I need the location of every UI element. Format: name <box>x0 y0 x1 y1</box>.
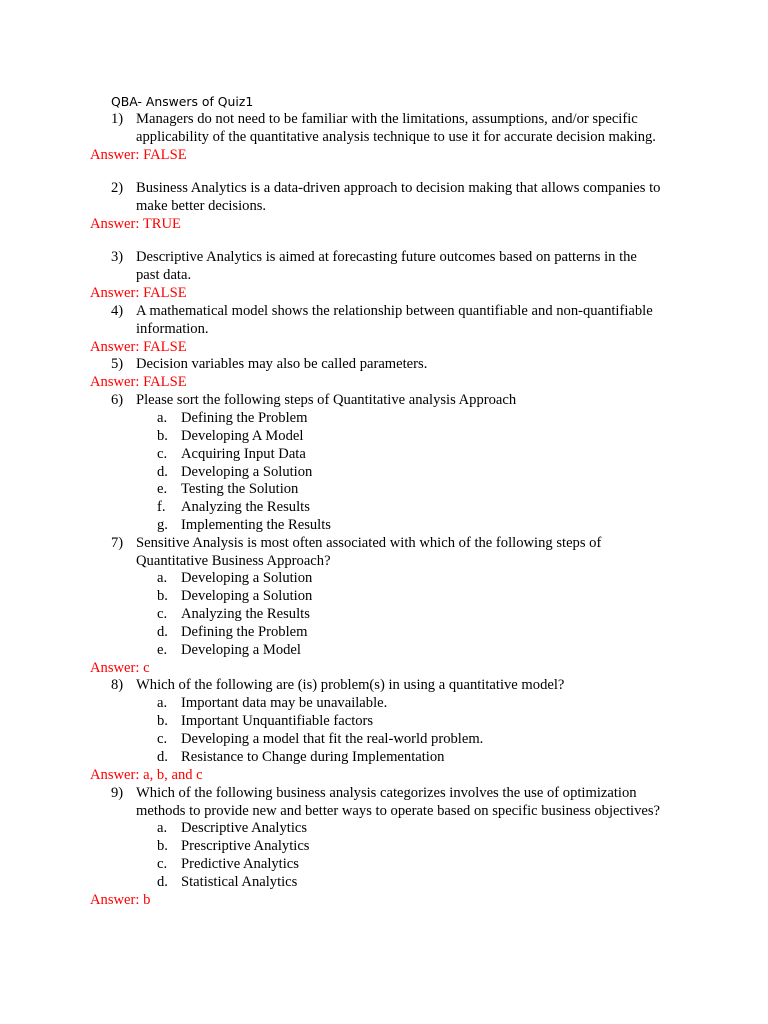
question-text: Which of the following business analysis categorizes involves the use of optimization <box>136 785 637 801</box>
option-marker: e. <box>157 642 168 658</box>
question-text: Quantitative Business Approach? <box>136 553 331 569</box>
question-text: make better decisions. <box>136 198 267 214</box>
option-marker: c. <box>157 856 168 872</box>
answer-text: Answer: FALSE <box>90 339 187 355</box>
option-marker: a. <box>157 695 168 711</box>
question-number: 6) <box>111 392 124 408</box>
option-text: Important data may be unavailable. <box>181 695 388 711</box>
answer-text: Answer: FALSE <box>90 374 187 390</box>
option-marker: b. <box>157 428 168 444</box>
question-text: Descriptive Analytics is aimed at forecasting future outcomes based on patterns in the <box>136 249 637 265</box>
option-text: Implementing the Results <box>181 517 331 533</box>
document-title: QBA- Answers of Quiz1 <box>111 94 254 109</box>
question-text: A mathematical model shows the relationship between quantifiable and non-quantifiable <box>136 303 653 319</box>
question-number: 2) <box>111 180 124 196</box>
option-marker: d. <box>157 624 168 640</box>
option-text: Acquiring Input Data <box>181 446 306 462</box>
option-marker: a. <box>157 410 168 426</box>
question-text: Please sort the following steps of Quantitative analysis Approach <box>136 392 517 408</box>
question-text: applicability of the quantitative analysis technique to use it for accurate decision making. <box>136 129 656 145</box>
question-text: information. <box>136 321 209 337</box>
option-text: Prescriptive Analytics <box>181 838 310 854</box>
option-text: Resistance to Change during Implementation <box>181 749 445 765</box>
option-text: Developing a Solution <box>181 464 313 480</box>
option-text: Defining the Problem <box>181 624 308 640</box>
answer-text: Answer: b <box>90 892 151 908</box>
option-text: Defining the Problem <box>181 410 308 426</box>
option-marker: d. <box>157 874 168 890</box>
question-text: past data. <box>136 267 192 283</box>
option-text: Descriptive Analytics <box>181 820 308 836</box>
option-text: Testing the Solution <box>181 481 299 497</box>
option-text: Analyzing the Results <box>181 606 310 622</box>
option-text: Developing a Solution <box>181 588 313 604</box>
option-marker: a. <box>157 570 168 586</box>
option-text: Developing A Model <box>181 428 304 444</box>
question-number: 7) <box>111 535 124 551</box>
answer-text: Answer: TRUE <box>90 216 181 232</box>
question-number: 9) <box>111 785 124 801</box>
option-text: Important Unquantifiable factors <box>181 713 374 729</box>
option-text: Developing a Solution <box>181 570 313 586</box>
question-number: 3) <box>111 249 124 265</box>
question-number: 8) <box>111 677 124 693</box>
question-text: methods to provide new and better ways to operate based on specific business objectives? <box>136 803 661 819</box>
question-number: 5) <box>111 356 124 372</box>
answer-text: Answer: FALSE <box>90 285 187 301</box>
option-marker: c. <box>157 731 168 747</box>
question-text: Managers do not need to be familiar with the limitations, assumptions, and/or specific <box>136 111 638 127</box>
option-text: Analyzing the Results <box>181 499 310 515</box>
option-marker: e. <box>157 481 168 497</box>
option-text: Predictive Analytics <box>181 856 299 872</box>
question-text: Business Analytics is a data-driven approach to decision making that allows companies to <box>136 180 661 196</box>
option-text: Developing a model that fit the real-world problem. <box>181 731 484 747</box>
question-number: 1) <box>111 111 124 127</box>
answer-text: Answer: c <box>90 660 150 676</box>
answer-text: Answer: FALSE <box>90 147 187 163</box>
option-marker: b. <box>157 588 168 604</box>
question-text: Sensitive Analysis is most often associated with which of the following steps of <box>136 535 602 551</box>
option-marker: a. <box>157 820 168 836</box>
option-marker: f. <box>157 499 166 515</box>
question-text: Decision variables may also be called parameters. <box>136 356 428 372</box>
question-text: Which of the following are (is) problem(s) in using a quantitative model? <box>136 677 565 693</box>
option-marker: d. <box>157 464 168 480</box>
option-marker: d. <box>157 749 168 765</box>
option-text: Statistical Analytics <box>181 874 298 890</box>
option-text: Developing a Model <box>181 642 301 658</box>
option-marker: c. <box>157 446 168 462</box>
option-marker: c. <box>157 606 168 622</box>
option-marker: b. <box>157 713 168 729</box>
question-number: 4) <box>111 303 124 319</box>
answer-text: Answer: a, b, and c <box>90 767 203 783</box>
option-marker: g. <box>157 517 168 533</box>
option-marker: b. <box>157 838 168 854</box>
